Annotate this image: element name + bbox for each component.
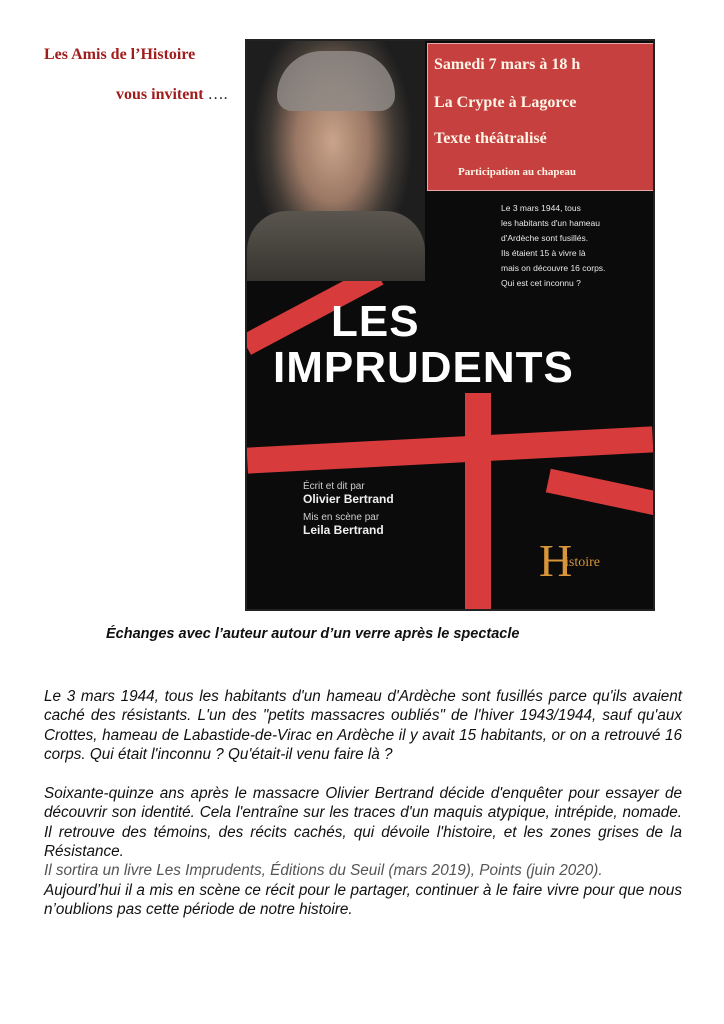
- poster-stripe-horizontal: [247, 426, 654, 473]
- logo-text: istoire: [565, 555, 600, 570]
- poster-credits: [303, 481, 394, 543]
- synopsis-line: Le 3 mars 1944, tous: [501, 203, 581, 213]
- directed-by-label: Mis en scène par: [303, 512, 380, 523]
- event-venue: La Crypte à Lagorce: [434, 94, 577, 111]
- poster-title-line1: LES: [331, 297, 420, 346]
- event-details-box: [427, 43, 655, 191]
- logo-letter: H: [539, 535, 573, 586]
- author-name: Olivier Bertrand: [303, 492, 394, 506]
- invite-line: [116, 86, 228, 104]
- poster-stripe-vertical: [465, 393, 491, 611]
- written-by-label: Écrit et dit par: [303, 481, 365, 492]
- paragraph-book: Il sortira un livre Les Imprudents, Éditions du Seuil (mars 2019), Points (juin 2020).: [44, 862, 603, 880]
- synopsis-line: d'Ardèche sont fusillés.: [501, 233, 589, 243]
- paragraph-intro: Le 3 mars 1944, tous les habitants d'un hameau d'Ardèche sont fusillés parce qu'ils avaient caché des résistants. L'un des "petits massacres oubliés" de l'hiver 1943/1944, sauf qu'aux Crottes, hameau de Labastide-de-Virac en Ardèche il y avait 15 habitants, or on a retrouvé 16 corps. Qui était l'inconnu ? Qu'était-il venu faire là ?: [44, 688, 682, 763]
- paragraph-stage: Aujourd’hui il a mis en scène ce récit pour le partager, continuer à le faire vivre pour que nous n’oublions pas cette période de notre histoire.: [44, 881, 682, 918]
- synopsis-line: Qui est cet inconnu ?: [501, 278, 581, 288]
- poster-caption: Échanges avec l’auteur autour d’un verre après le spectacle: [106, 626, 520, 642]
- paragraph-investigation: Soixante-quinze ans après le massacre Olivier Bertrand décide d'enquêter pour essayer de découvrir son identité. Cela l'entraîne sur les traces d'un maquis atypique, intrépide, nomade. Il retrouve des témoins, des récits cachés, qui dévoile l'histoire, et les zones grises de la Résistance.: [44, 785, 682, 861]
- histoire-logo: [539, 537, 639, 593]
- poster-stripe-right: [546, 469, 655, 517]
- event-format: Texte théâtralisé: [434, 130, 547, 147]
- invite-dots: ….: [207, 86, 228, 103]
- organizer-name: Les Amis de l’Histoire: [44, 46, 196, 63]
- poster-title-line2: IMPRUDENTS: [273, 343, 574, 392]
- event-date: Samedi 7 mars à 18 h: [434, 56, 581, 73]
- synopsis-line: mais on découvre 16 corps.: [501, 263, 606, 273]
- article-body: [44, 687, 682, 919]
- event-poster: [245, 39, 655, 611]
- event-participation: Participation au chapeau: [458, 166, 576, 178]
- poster-synopsis: [501, 201, 605, 291]
- invite-text: vous invitent: [116, 86, 204, 103]
- synopsis-line: les habitants d'un hameau: [501, 218, 600, 228]
- synopsis-line: Ils étaient 15 à vivre là: [501, 248, 586, 258]
- author-photo: [247, 41, 425, 281]
- director-name: Leila Bertrand: [303, 523, 384, 537]
